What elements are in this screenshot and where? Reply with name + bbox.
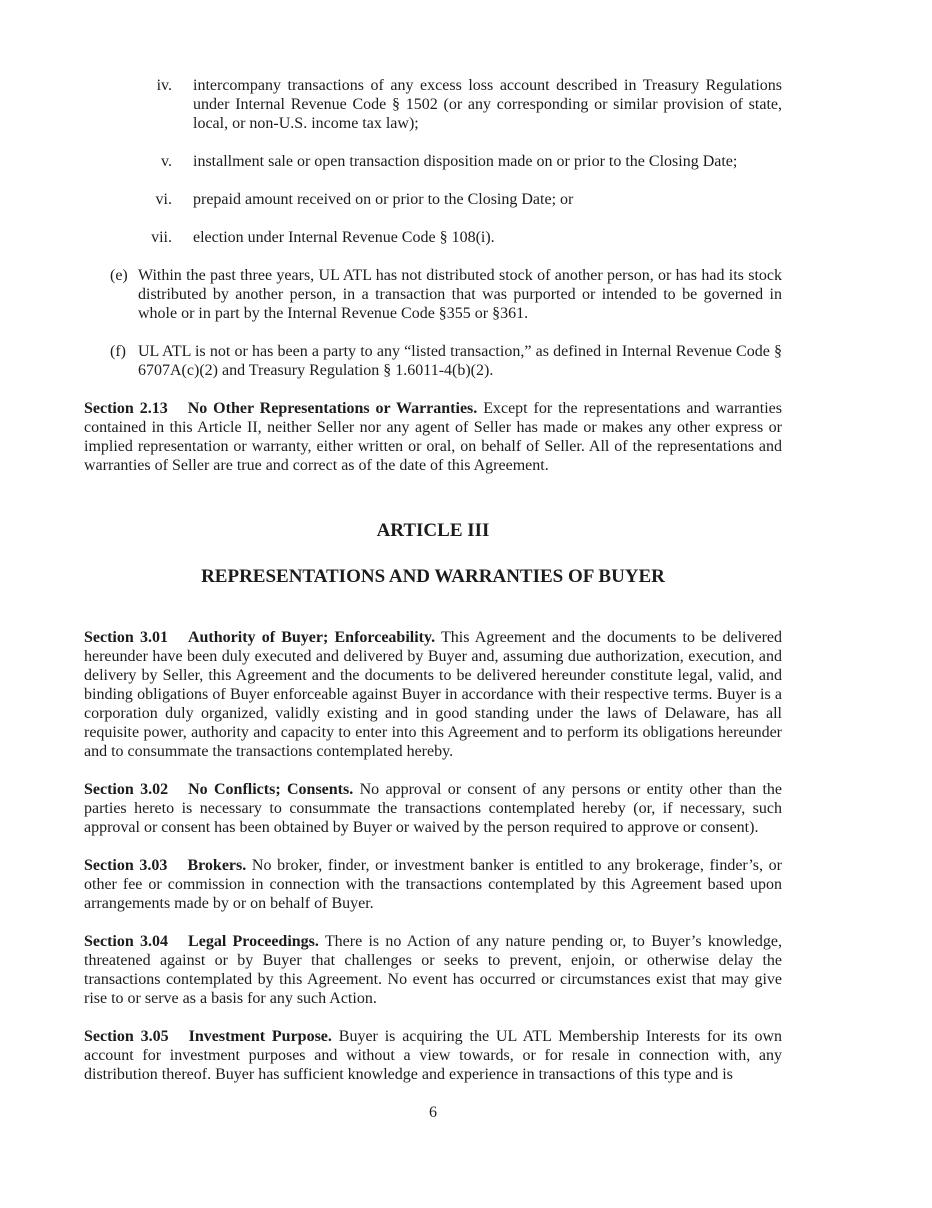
list-item-text: installment sale or open transaction disposition made on or prior to the Closing Date; bbox=[193, 153, 738, 170]
list-item-vii bbox=[84, 228, 782, 247]
article-subtitle: REPRESENTATIONS AND WARRANTIES OF BUYER bbox=[201, 566, 665, 587]
section-body: This Agreement and the documents to be delivered hereunder have been duly executed and delivered by Buyer and, assuming due authorization, execution, and delivery by Seller, this Agreement and the documents to be delivered hereunder constitute legal, valid, and binding obligations of Buyer enforceable against Buyer in accordance with their respective terms. Buyer is a corporation duly organized, validly existing and in good standing under the laws of Delaware, has all requisite power, authority and capacity to enter into this Agreement and to perform its obligations hereunder and to consummate the transactions contemplated hereby. bbox=[84, 629, 782, 760]
section-3-04 bbox=[84, 932, 782, 1008]
section-2-13 bbox=[84, 399, 782, 475]
section-heading: Authority of Buyer; Enforceability. bbox=[187, 629, 436, 646]
section-label: Section 3.05 bbox=[84, 1028, 169, 1045]
section-label: Section 3.02 bbox=[84, 781, 169, 798]
page-number: 6 bbox=[429, 1104, 437, 1121]
section-3-05 bbox=[84, 1027, 782, 1084]
section-label: Section 3.01 bbox=[84, 629, 168, 646]
section-heading: Investment Purpose. bbox=[188, 1028, 332, 1045]
document-content bbox=[84, 0, 782, 1122]
section-3-03 bbox=[84, 856, 782, 913]
section-heading: Legal Proceedings. bbox=[188, 933, 319, 950]
article-title: ARTICLE III bbox=[376, 520, 490, 541]
section-body: Buyer is acquiring the UL ATL Membership Interests for its own account for investment purposes and without a view towards, or for resale in connection with, any distribution thereof. Buyer has sufficient knowledge and experience in transactions of this type and is bbox=[84, 1028, 783, 1083]
list-marker: vi. bbox=[155, 191, 172, 208]
list-marker: v. bbox=[161, 153, 172, 170]
list-item-text: intercompany transactions of any excess loss account described in Treasury Regulations under Internal Revenue Code § 1502 (or any corresponding or similar provision of state, local, or non-U.S. income tax law); bbox=[193, 77, 782, 132]
section-body: Except for the representations and warranties contained in this Article II, neither Seller nor any agent of Seller has made or makes any other express or implied representation or warranty, either written or oral, on behalf of Seller. All of the representations and warranties of Seller are true and correct as of the date of this Agreement. bbox=[84, 400, 783, 474]
list-item-v bbox=[84, 152, 782, 171]
clause-marker: (f) bbox=[110, 343, 126, 360]
section-body: There is no Action of any nature pending or, to Buyer’s knowledge, threatened against or by Buyer that challenges or seeks to prevent, enjoin, or otherwise delay the transactions contemplated by this Agreement. No event has occurred or circumstances exist that may give rise to or serve as a basis for any such Action. bbox=[84, 933, 783, 1007]
clause-marker: (e) bbox=[110, 267, 128, 284]
clause-text: UL ATL is not or has been a party to any “listed transaction,” as defined in Internal Revenue Code § 6707A(c)(2) and Treasury Regulation § 1.6011-4(b)(2). bbox=[138, 343, 782, 379]
clause-e bbox=[84, 266, 782, 323]
section-body: No approval or consent of any persons or entity other than the parties hereto is necessary to consummate the transactions contemplated hereby (or, if necessary, such approval or consent has been obtained by Buyer or waived by the person required to approve or consent). bbox=[84, 781, 783, 836]
list-item-text: election under Internal Revenue Code § 108(i). bbox=[193, 229, 495, 246]
section-heading: No Conflicts; Consents. bbox=[188, 781, 354, 798]
section-body: No broker, finder, or investment banker is entitled to any brokerage, finder’s, or other fee or commission in connection with the transactions contemplated by this Agreement based upon arrangements made by or on behalf of Buyer. bbox=[84, 857, 783, 912]
list-marker: vii. bbox=[151, 229, 172, 246]
clause-f bbox=[84, 342, 782, 380]
section-3-01 bbox=[84, 628, 782, 761]
list-item-text: prepaid amount received on or prior to the Closing Date; or bbox=[193, 191, 574, 208]
section-3-02 bbox=[84, 780, 782, 837]
list-marker: iv. bbox=[156, 77, 172, 94]
section-label: Section 3.04 bbox=[84, 933, 169, 950]
section-heading: Brokers. bbox=[187, 857, 247, 874]
list-item-iv bbox=[84, 76, 782, 133]
section-label: Section 2.13 bbox=[84, 400, 168, 417]
section-label: Section 3.03 bbox=[84, 857, 168, 874]
clause-text: Within the past three years, UL ATL has not distributed stock of another person, or has had its stock distributed by another person, in a transaction that was purported or intended to be governed in whole or in part by the Internal Revenue Code §355 or §361. bbox=[138, 267, 782, 322]
list-item-vi bbox=[84, 190, 782, 209]
section-heading: No Other Representations or Warranties. bbox=[187, 400, 478, 417]
